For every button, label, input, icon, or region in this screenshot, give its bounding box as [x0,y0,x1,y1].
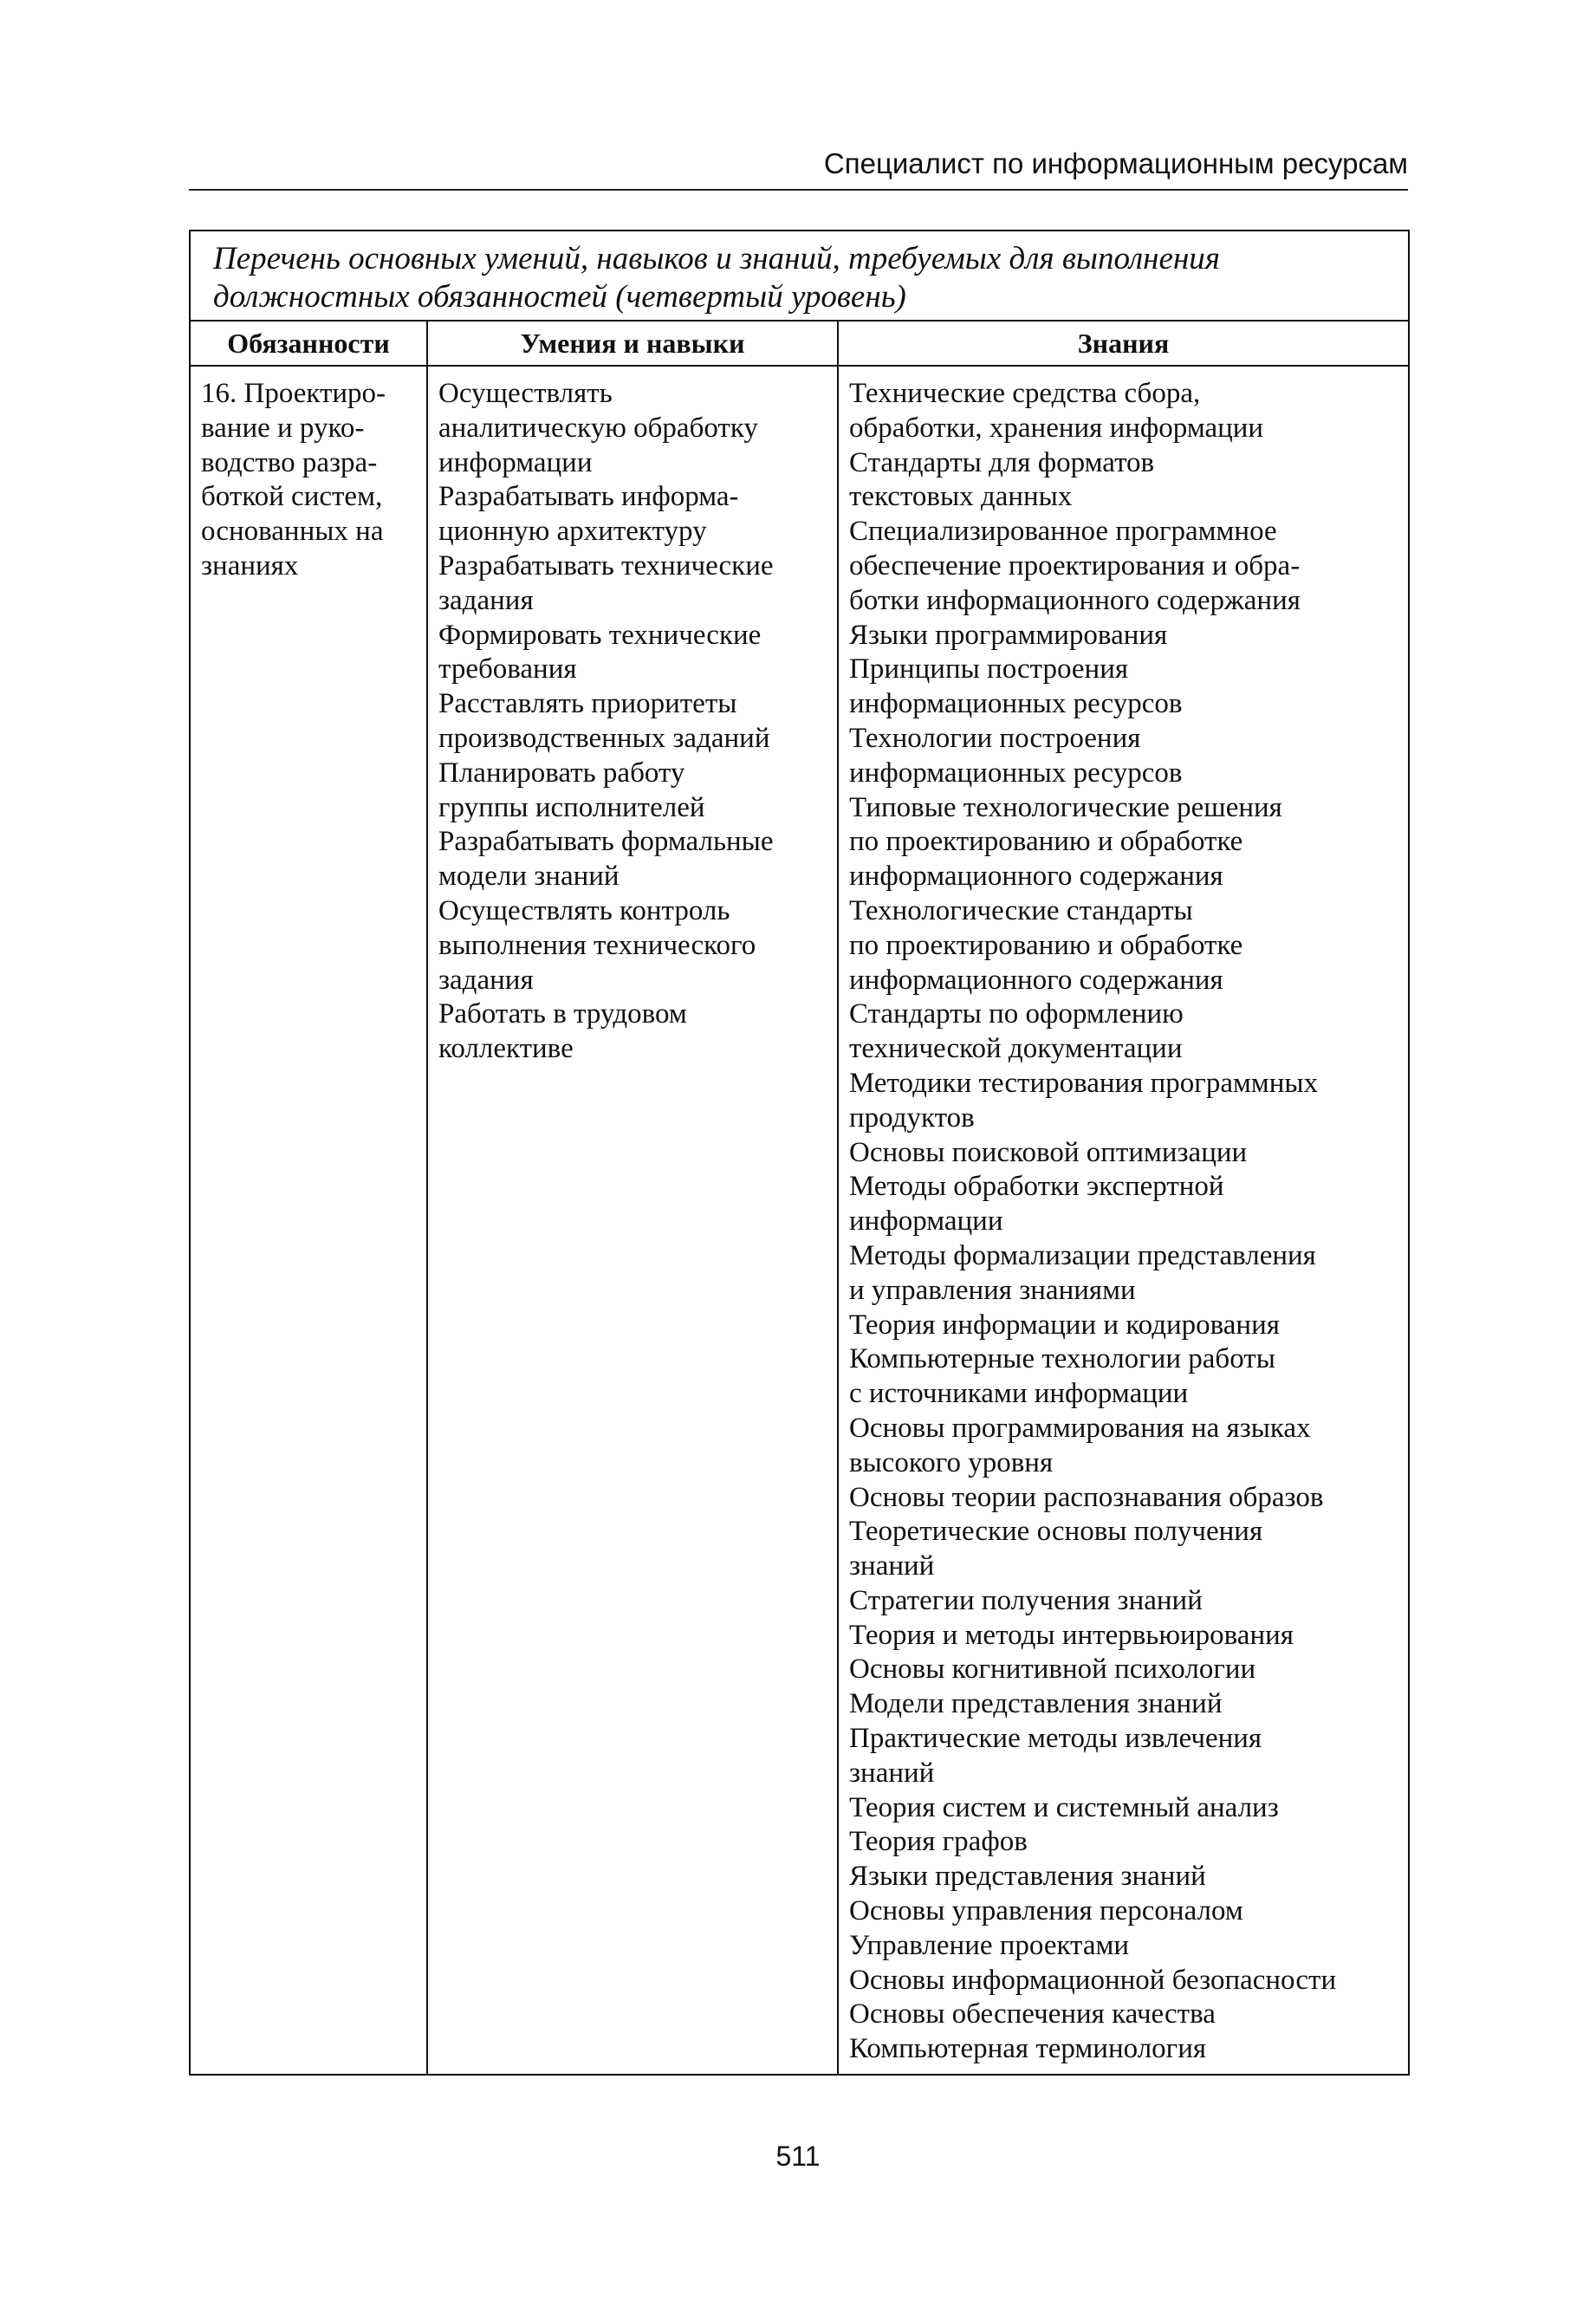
skill-line: задания [438,964,534,996]
duty-line: 16. Проектиро- [201,378,386,409]
duty-line: водство разра- [201,446,378,478]
knowledge-line: обеспечение проектирования и обра- [849,549,1301,581]
knowledge-line: Теория и методы интервьюирования [849,1619,1294,1651]
table-caption [190,231,1409,321]
knowledge-line: Языки программирования [849,619,1168,651]
knowledge-line: Стандарты по оформлению [849,998,1184,1030]
skill-line: Расставлять приоритеты [438,688,737,720]
knowledge-line: информационных ресурсов [849,757,1183,789]
skill-line: Осуществлять контроль [438,894,730,926]
knowledge-line: Теория графов [849,1826,1028,1858]
knowledge-cell [838,366,1409,2075]
skill-line: задания [438,584,534,616]
knowledge-line: Модели представления знаний [849,1688,1223,1720]
knowledge-line: знаний [849,1757,935,1789]
knowledge-line: Компьютерная терминология [849,2033,1207,2065]
knowledge-line: Управление проектами [849,1929,1130,1961]
knowledge-line: информации [849,1205,1003,1238]
knowledge-line: текстовых данных [849,481,1073,513]
caption-line: должностных обязанностей (четвертый уровень) [213,279,906,315]
knowledge-line: Стандарты для форматов [849,446,1155,478]
knowledge-line: Компьютерные технологии работы [849,1343,1275,1375]
knowledge-line: продуктов [849,1101,975,1134]
skill-line: ционную архитектуру [438,516,707,548]
knowledge-line: высокого уровня [849,1446,1054,1478]
column-header-skills: Умения и навыки [427,321,838,366]
duty-line: боткой систем, [201,481,383,513]
skill-line: Планировать работу [438,757,685,789]
skill-line: Работать в трудовом [438,998,687,1030]
knowledge-line: Типовые технологические решения [849,791,1282,823]
knowledge-line: информационного содержания [849,861,1223,893]
column-header-duties: Обязанности [190,321,427,366]
knowledge-line: Практические методы извлечения [849,1723,1262,1755]
knowledge-line: Теория информации и кодирования [849,1309,1280,1341]
knowledge-line: Теория систем и системный анализ [849,1791,1279,1823]
knowledge-line: Основы поисковой оптимизации [849,1136,1248,1168]
skill-line: информации [438,446,593,478]
knowledge-line: Технологии построения [849,722,1141,754]
knowledge-line: Методы формализации представления [849,1239,1316,1271]
knowledge-line: технической документации [849,1033,1183,1065]
skill-line: аналитическую обработку [438,412,758,444]
skill-line: производственных заданий [438,722,770,754]
caption-line: Перечень основных умений, навыков и знаний, требуемых для выполнения [213,241,1220,276]
knowledge-line: по проектированию и обработке [849,929,1243,961]
skill-line: требования [438,653,577,685]
header-divider [189,189,1408,191]
skill-line: Формировать технические [438,619,762,651]
knowledge-line: Основы обеспечения качества [849,1998,1216,2030]
knowledge-line: Технологические стандарты [849,894,1193,926]
knowledge-line: Методики тестирования программных [849,1067,1319,1099]
skill-line: Осуществлять [438,378,613,409]
knowledge-line: Основы управления персоналом [849,1895,1243,1927]
running-head: Специалист по информационным ресурсам [823,147,1408,179]
knowledge-line: Основы информационной безопасности [849,1964,1337,1996]
knowledge-line: и управления знаниями [849,1274,1136,1306]
knowledge-line: Принципы построения [849,653,1129,685]
skill-line: Разрабатывать формальные [438,826,774,858]
knowledge-line: с источниками информации [849,1378,1189,1410]
column-header-knowledge: Знания [838,321,1409,366]
knowledge-line: информационного содержания [849,964,1223,996]
knowledge-line: Основы когнитивной психологии [849,1654,1256,1686]
column-header-row [190,321,1409,366]
skill-line: модели знаний [438,861,620,893]
knowledge-line: Технические средства сбора, [849,378,1201,409]
skill-line: Разрабатывать технические [438,549,774,581]
knowledge-line: информационных ресурсов [849,688,1183,720]
knowledge-line: знаний [849,1550,935,1582]
skill-line: Разрабатывать информа- [438,481,739,513]
skill-line: выполнения технического [438,929,756,961]
page-number: 511 [775,2141,821,2172]
table-row [190,366,1409,2075]
knowledge-line: Основы программирования на языках [849,1412,1311,1444]
knowledge-line: Основы теории распознавания образов [849,1481,1324,1513]
duty-line: вание и руко- [201,412,365,444]
knowledge-line: Методы обработки экспертной [849,1171,1224,1203]
knowledge-line: ботки информационного содержания [849,584,1301,616]
knowledge-line: Стратегии получения знаний [849,1584,1203,1616]
duty-line: знаниях [201,549,299,581]
skills-cell [427,366,838,2075]
knowledge-line: по проектированию и обработке [849,826,1243,858]
knowledge-line: Специализированное программное [849,516,1277,548]
skill-line: группы исполнителей [438,791,705,823]
table-caption-row [190,231,1409,321]
duty-line: основанных на [201,516,384,548]
skill-line: коллективе [438,1033,574,1065]
knowledge-line: обработки, хранения информации [849,412,1264,444]
knowledge-line: Теоретические основы получения [849,1516,1263,1548]
duty-cell [190,366,427,2075]
knowledge-line: Языки представления знаний [849,1861,1206,1893]
skills-knowledge-table [189,230,1410,2076]
